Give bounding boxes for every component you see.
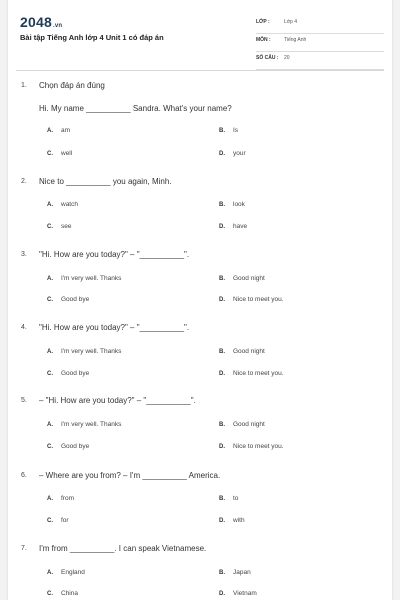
option-b[interactable] (219, 569, 251, 576)
option-b[interactable] (219, 348, 265, 355)
option-text: well (61, 150, 73, 157)
option-letter: D. (219, 591, 225, 597)
option-d[interactable] (219, 150, 246, 157)
option-b[interactable] (219, 201, 245, 208)
site-logo[interactable] (20, 14, 62, 30)
option-letter: A. (47, 202, 53, 208)
option-a[interactable] (47, 127, 70, 134)
option-text: Nice to meet you. (233, 443, 284, 450)
option-text: Nice to meet you. (233, 370, 284, 377)
option-letter: D. (219, 151, 225, 157)
option-text: look (233, 201, 245, 208)
option-letter: C. (47, 591, 53, 597)
option-b[interactable] (219, 421, 265, 428)
option-text: have (233, 223, 248, 230)
option-letter: C. (47, 518, 53, 524)
option-text: for (61, 517, 69, 524)
option-letter: A. (47, 276, 53, 282)
option-d[interactable] (219, 517, 245, 524)
option-text: Good night (233, 275, 265, 282)
option-a[interactable] (47, 495, 74, 502)
option-text: to (233, 495, 239, 502)
option-letter: B. (219, 496, 225, 502)
option-a[interactable] (47, 569, 85, 576)
option-text: Good bye (61, 296, 90, 303)
option-d[interactable] (219, 370, 284, 377)
option-letter: A. (47, 128, 53, 134)
option-d[interactable] (219, 590, 257, 597)
option-letter: D. (219, 224, 225, 230)
option-letter: A. (47, 570, 53, 576)
option-text: I'm very well. Thanks (61, 348, 122, 355)
meta-row-class (256, 16, 384, 34)
logo-suffix: .vn (52, 23, 63, 29)
question-stem: – Where are you from? – I'm __________ America. (39, 471, 221, 480)
option-c[interactable] (47, 296, 89, 303)
option-letter: B. (219, 422, 225, 428)
option-letter: C. (47, 371, 53, 377)
option-letter: D. (219, 444, 225, 450)
question-stem: Hi. My name __________ Sandra. What's your name? (39, 104, 232, 113)
question-stem: I'm from __________. I can speak Vietnamese. (39, 544, 207, 553)
option-d[interactable] (219, 223, 247, 230)
meta-label: MÔN : (256, 37, 271, 43)
question-number: 1. (21, 82, 27, 89)
question-number: 5. (21, 397, 27, 404)
meta-label: SỐ CÂU : (256, 55, 279, 61)
worksheet (8, 0, 392, 600)
meta-value: Tiếng Anh (284, 37, 307, 43)
option-a[interactable] (47, 201, 78, 208)
option-letter: D. (219, 518, 225, 524)
option-text: Good night (233, 348, 265, 355)
option-text: with (233, 517, 245, 524)
option-text: am (61, 127, 71, 134)
option-d[interactable] (219, 296, 284, 303)
option-letter: A. (47, 496, 53, 502)
logo-text: 2048 (20, 14, 52, 30)
option-letter: A. (47, 349, 53, 355)
option-text: from (61, 495, 74, 502)
option-letter: C. (47, 297, 53, 303)
option-b[interactable] (219, 127, 238, 134)
question-number: 7. (21, 545, 27, 552)
option-c[interactable] (47, 590, 78, 597)
question-number: 6. (21, 472, 27, 479)
option-c[interactable] (47, 223, 71, 230)
option-a[interactable] (47, 275, 121, 282)
option-text: England (61, 569, 85, 576)
option-letter: B. (219, 276, 225, 282)
question-stem: "Hi. How are you today?" – "__________". (39, 250, 190, 259)
meta-label: LỚP : (256, 19, 270, 25)
option-c[interactable] (47, 443, 89, 450)
option-a[interactable] (47, 421, 121, 428)
question-prompt: Chọn đáp án đúng (39, 81, 105, 90)
option-letter: B. (219, 570, 225, 576)
question-stem: – "Hi. How are you today?" – "__________". (39, 396, 196, 405)
option-letter: C. (47, 444, 53, 450)
option-text: Good bye (61, 443, 90, 450)
question-stem: "Hi. How are you today?" – "__________". (39, 323, 190, 332)
meta-row-question-count (256, 52, 384, 70)
option-letter: B. (219, 349, 225, 355)
worksheet-title: Bài tập Tiếng Anh lớp 4 Unit 1 có đáp án (20, 33, 164, 42)
option-text: Japan (233, 569, 251, 576)
option-b[interactable] (219, 275, 265, 282)
option-a[interactable] (47, 348, 121, 355)
option-c[interactable] (47, 517, 69, 524)
option-b[interactable] (219, 495, 238, 502)
option-text: I'm very well. Thanks (61, 275, 122, 282)
question-stem: Nice to __________ you again, Minh. (39, 177, 172, 186)
option-text: your (233, 150, 246, 157)
question-number: 3. (21, 251, 27, 258)
option-letter: B. (219, 128, 225, 134)
option-text: see (61, 223, 72, 230)
worksheet-meta (256, 16, 384, 70)
option-text: Nice to meet you. (233, 296, 284, 303)
option-d[interactable] (219, 443, 284, 450)
worksheet-header (8, 0, 392, 70)
option-letter: C. (47, 151, 53, 157)
option-text: watch (61, 201, 78, 208)
option-c[interactable] (47, 370, 89, 377)
option-c[interactable] (47, 150, 72, 157)
option-text: Good night (233, 421, 265, 428)
option-text: I'm very well. Thanks (61, 421, 122, 428)
meta-row-subject (256, 34, 384, 52)
question-number: 4. (21, 324, 27, 331)
meta-value: 20 (284, 55, 290, 61)
header-divider (16, 70, 384, 71)
option-letter: C. (47, 224, 53, 230)
option-text: China (61, 590, 78, 597)
question-number: 2. (21, 178, 27, 185)
option-letter: D. (219, 297, 225, 303)
option-text: Good bye (61, 370, 90, 377)
option-letter: D. (219, 371, 225, 377)
option-text: Is (233, 127, 239, 134)
option-letter: A. (47, 422, 53, 428)
option-text: Vietnam (233, 590, 257, 597)
meta-value: Lớp 4 (284, 19, 298, 25)
option-letter: B. (219, 202, 225, 208)
